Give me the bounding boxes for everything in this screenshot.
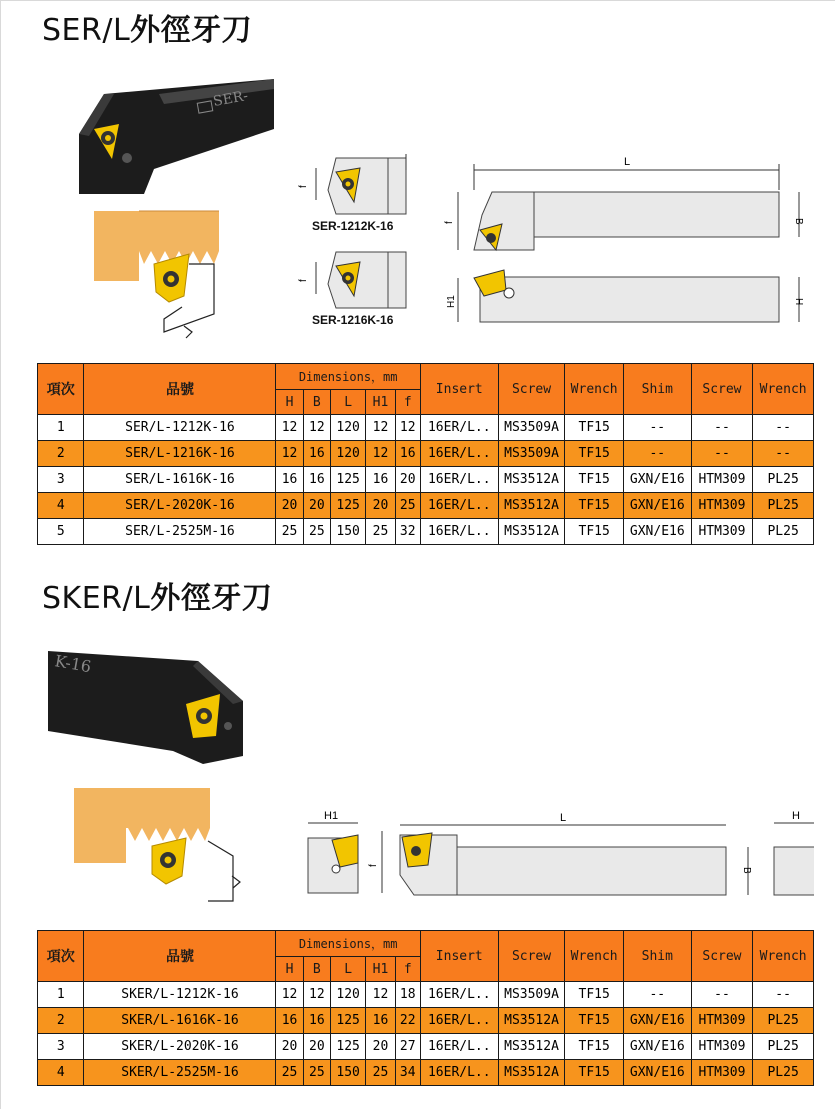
header-wrench: Wrench	[565, 931, 624, 982]
cell-screw: MS3509A	[498, 415, 565, 441]
cell-dim-h: 16	[276, 467, 303, 493]
header-item-no: 項次	[38, 364, 84, 415]
sker-B-label: B	[741, 867, 752, 874]
table-row	[38, 982, 814, 1008]
cell-dim-l: 120	[330, 982, 365, 1008]
ser-1212-drawing	[298, 150, 418, 230]
cell-dim-h: 16	[276, 1008, 303, 1034]
cell-dim-h: 12	[276, 982, 303, 1008]
header-part-no: 品號	[84, 364, 276, 415]
cell-wrench-2: PL25	[753, 1034, 814, 1060]
ser-1216-drawing	[298, 244, 418, 320]
cell-item-no: 3	[38, 467, 84, 493]
header-shim: Shim	[623, 364, 691, 415]
cell-insert: 16ER/L..	[420, 1008, 498, 1034]
cell-dim-b: 16	[303, 441, 330, 467]
cell-insert: 16ER/L..	[420, 1060, 498, 1086]
cell-dim-b: 16	[303, 467, 330, 493]
cell-wrench: TF15	[565, 1034, 624, 1060]
table-row	[38, 493, 814, 519]
cell-part-no: SER/L-1616K-16	[84, 467, 276, 493]
cell-wrench-2: --	[753, 441, 814, 467]
section-title-prefix: SER/L	[42, 13, 131, 48]
table-row	[38, 415, 814, 441]
section-title-prefix: SKER/L	[42, 581, 151, 616]
cell-dim-f: 25	[395, 493, 420, 519]
cell-dim-l: 120	[330, 441, 365, 467]
cell-screw: MS3512A	[498, 1034, 565, 1060]
cell-item-no: 1	[38, 415, 84, 441]
cell-shim: GXN/E16	[623, 1034, 691, 1060]
sker-L-label: L	[560, 812, 567, 824]
cell-shim: GXN/E16	[623, 467, 691, 493]
ser-1216-f-label: f	[298, 279, 309, 282]
ser-holder-photo	[74, 74, 274, 344]
cell-part-no: SKER/L-1616K-16	[84, 1008, 276, 1034]
sker-dimension-drawing	[302, 805, 814, 905]
cell-dim-f: 22	[395, 1008, 420, 1034]
cell-dim-h: 25	[276, 1060, 303, 1086]
header-dim-b: B	[303, 957, 330, 982]
cell-part-no: SER/L-1216K-16	[84, 441, 276, 467]
cell-insert: 16ER/L..	[420, 982, 498, 1008]
table-row	[38, 519, 814, 545]
section-title-cn: 外徑牙刀	[150, 581, 273, 616]
sker-table-body	[38, 982, 814, 1086]
sker-H-label: H	[792, 810, 800, 822]
header-screw-2: Screw	[691, 364, 753, 415]
cell-item-no: 3	[38, 1034, 84, 1060]
cell-dim-f: 34	[395, 1060, 420, 1086]
header-dim-h: H	[276, 957, 303, 982]
cell-dim-h1: 12	[366, 415, 395, 441]
cell-dim-b: 16	[303, 1008, 330, 1034]
header-screw-2: Screw	[691, 931, 753, 982]
header-screw: Screw	[498, 931, 565, 982]
cell-dim-h: 20	[276, 1034, 303, 1060]
ser-table-body	[38, 415, 814, 545]
cell-item-no: 4	[38, 1060, 84, 1086]
header-dimensions: Dimensions，mm	[276, 364, 420, 390]
cell-screw-2: HTM309	[691, 1008, 753, 1034]
cell-dim-h1: 16	[366, 467, 395, 493]
cell-dim-h: 25	[276, 519, 303, 545]
cell-part-no: SKER/L-1212K-16	[84, 982, 276, 1008]
sker-holder-photo	[48, 646, 273, 916]
cell-insert: 16ER/L..	[420, 415, 498, 441]
cell-dim-l: 125	[330, 467, 365, 493]
cell-wrench: TF15	[565, 982, 624, 1008]
cell-dim-h1: 12	[366, 982, 395, 1008]
header-part-no: 品號	[84, 931, 276, 982]
cell-screw: MS3512A	[498, 1060, 565, 1086]
header-wrench-2: Wrench	[753, 931, 814, 982]
cell-dim-f: 32	[395, 519, 420, 545]
section-title-sker	[42, 582, 272, 616]
cell-dim-h1: 20	[366, 493, 395, 519]
cell-wrench-2: PL25	[753, 467, 814, 493]
cell-insert: 16ER/L..	[420, 441, 498, 467]
cell-shim: GXN/E16	[623, 1060, 691, 1086]
cell-part-no: SER/L-1212K-16	[84, 415, 276, 441]
cell-item-no: 2	[38, 441, 84, 467]
cell-screw-2: --	[691, 441, 753, 467]
cell-dim-l: 125	[330, 1008, 365, 1034]
cell-insert: 16ER/L..	[420, 519, 498, 545]
cell-wrench: TF15	[565, 441, 624, 467]
table-row	[38, 467, 814, 493]
table-row	[38, 1060, 814, 1086]
cell-screw: MS3512A	[498, 1008, 565, 1034]
cell-shim: --	[623, 441, 691, 467]
cell-dim-b: 20	[303, 493, 330, 519]
cell-dim-h: 20	[276, 493, 303, 519]
cell-screw-2: HTM309	[691, 519, 753, 545]
cell-screw-2: --	[691, 982, 753, 1008]
table-row	[38, 1008, 814, 1034]
cell-dim-b: 25	[303, 519, 330, 545]
cell-dim-h: 12	[276, 415, 303, 441]
ser-f-label: f	[444, 221, 455, 224]
ser-B-label: B	[793, 218, 804, 225]
cell-wrench: TF15	[565, 415, 624, 441]
table-row	[38, 1034, 814, 1060]
cell-wrench-2: PL25	[753, 493, 814, 519]
cell-screw: MS3509A	[498, 441, 565, 467]
ser-spec-table	[37, 363, 814, 545]
cell-dim-b: 20	[303, 1034, 330, 1060]
cell-wrench-2: PL25	[753, 1060, 814, 1086]
sker-spec-table	[37, 930, 814, 1086]
cell-insert: 16ER/L..	[420, 493, 498, 519]
cell-dim-h1: 25	[366, 519, 395, 545]
ser-dimension-drawing	[444, 150, 814, 335]
cell-dim-f: 20	[395, 467, 420, 493]
cell-dim-l: 120	[330, 415, 365, 441]
header-insert: Insert	[420, 364, 498, 415]
header-shim: Shim	[623, 931, 691, 982]
page-frame-top	[0, 0, 835, 1]
cell-dim-h: 12	[276, 441, 303, 467]
ser-L-label: L	[624, 156, 631, 168]
header-dim-b: B	[303, 390, 330, 415]
cell-insert: 16ER/L..	[420, 467, 498, 493]
header-wrench-2: Wrench	[753, 364, 814, 415]
cell-shim: GXN/E16	[623, 1008, 691, 1034]
cell-part-no: SKER/L-2525M-16	[84, 1060, 276, 1086]
cell-wrench-2: PL25	[753, 519, 814, 545]
cell-part-no: SER/L-2020K-16	[84, 493, 276, 519]
cell-wrench: TF15	[565, 1008, 624, 1034]
cell-dim-f: 12	[395, 415, 420, 441]
header-dimensions: Dimensions，mm	[276, 931, 420, 957]
cell-dim-f: 27	[395, 1034, 420, 1060]
section-title-ser	[42, 14, 252, 48]
cell-screw: MS3512A	[498, 519, 565, 545]
cell-dim-b: 12	[303, 415, 330, 441]
header-dim-h1: H1	[366, 957, 395, 982]
cell-item-no: 5	[38, 519, 84, 545]
cell-dim-h1: 12	[366, 441, 395, 467]
header-wrench: Wrench	[565, 364, 624, 415]
header-insert: Insert	[420, 931, 498, 982]
cell-screw-2: HTM309	[691, 493, 753, 519]
page-frame-left	[0, 0, 1, 1109]
cell-dim-b: 12	[303, 982, 330, 1008]
cell-insert: 16ER/L..	[420, 1034, 498, 1060]
sker-H1-label: H1	[324, 810, 339, 822]
cell-dim-f: 16	[395, 441, 420, 467]
header-dim-l: L	[330, 390, 365, 415]
cell-dim-l: 150	[330, 519, 365, 545]
sker-photo-label: K-16	[53, 651, 93, 677]
cell-wrench: TF15	[565, 519, 624, 545]
cell-wrench-2: --	[753, 982, 814, 1008]
cell-part-no: SER/L-2525M-16	[84, 519, 276, 545]
cell-wrench-2: PL25	[753, 1008, 814, 1034]
cell-screw-2: --	[691, 415, 753, 441]
cell-screw-2: HTM309	[691, 1060, 753, 1086]
cell-screw: MS3512A	[498, 467, 565, 493]
cell-shim: GXN/E16	[623, 493, 691, 519]
cell-item-no: 1	[38, 982, 84, 1008]
cell-item-no: 4	[38, 493, 84, 519]
section-title-cn: 外徑牙刀	[130, 13, 253, 48]
cell-dim-h1: 20	[366, 1034, 395, 1060]
cell-dim-l: 125	[330, 493, 365, 519]
cell-item-no: 2	[38, 1008, 84, 1034]
cell-dim-l: 150	[330, 1060, 365, 1086]
header-dim-l: L	[330, 957, 365, 982]
table-row	[38, 441, 814, 467]
header-dim-f: f	[395, 957, 420, 982]
sker-f-label: f	[368, 864, 379, 867]
cell-dim-h1: 25	[366, 1060, 395, 1086]
cell-wrench: TF15	[565, 1060, 624, 1086]
cell-part-no: SKER/L-2020K-16	[84, 1034, 276, 1060]
ser-1216-label: SER-1216K-16	[312, 313, 394, 327]
cell-dim-b: 25	[303, 1060, 330, 1086]
cell-screw-2: HTM309	[691, 1034, 753, 1060]
cell-dim-h1: 16	[366, 1008, 395, 1034]
ser-H-label: H	[793, 298, 804, 306]
cell-shim: --	[623, 415, 691, 441]
cell-shim: --	[623, 982, 691, 1008]
cell-wrench: TF15	[565, 493, 624, 519]
cell-dim-f: 18	[395, 982, 420, 1008]
header-dim-h: H	[276, 390, 303, 415]
header-screw: Screw	[498, 364, 565, 415]
header-item-no: 項次	[38, 931, 84, 982]
cell-dim-l: 125	[330, 1034, 365, 1060]
cell-shim: GXN/E16	[623, 519, 691, 545]
header-dim-h1: H1	[366, 390, 395, 415]
cell-wrench-2: --	[753, 415, 814, 441]
ser-photo-label: SER-	[211, 88, 250, 110]
ser-H1-label: H1	[446, 295, 457, 308]
ser-1212-f-label: f	[298, 185, 309, 188]
cell-screw: MS3512A	[498, 493, 565, 519]
cell-screw: MS3509A	[498, 982, 565, 1008]
cell-screw-2: HTM309	[691, 467, 753, 493]
ser-1212-label: SER-1212K-16	[312, 219, 394, 233]
header-dim-f: f	[395, 390, 420, 415]
cell-wrench: TF15	[565, 467, 624, 493]
